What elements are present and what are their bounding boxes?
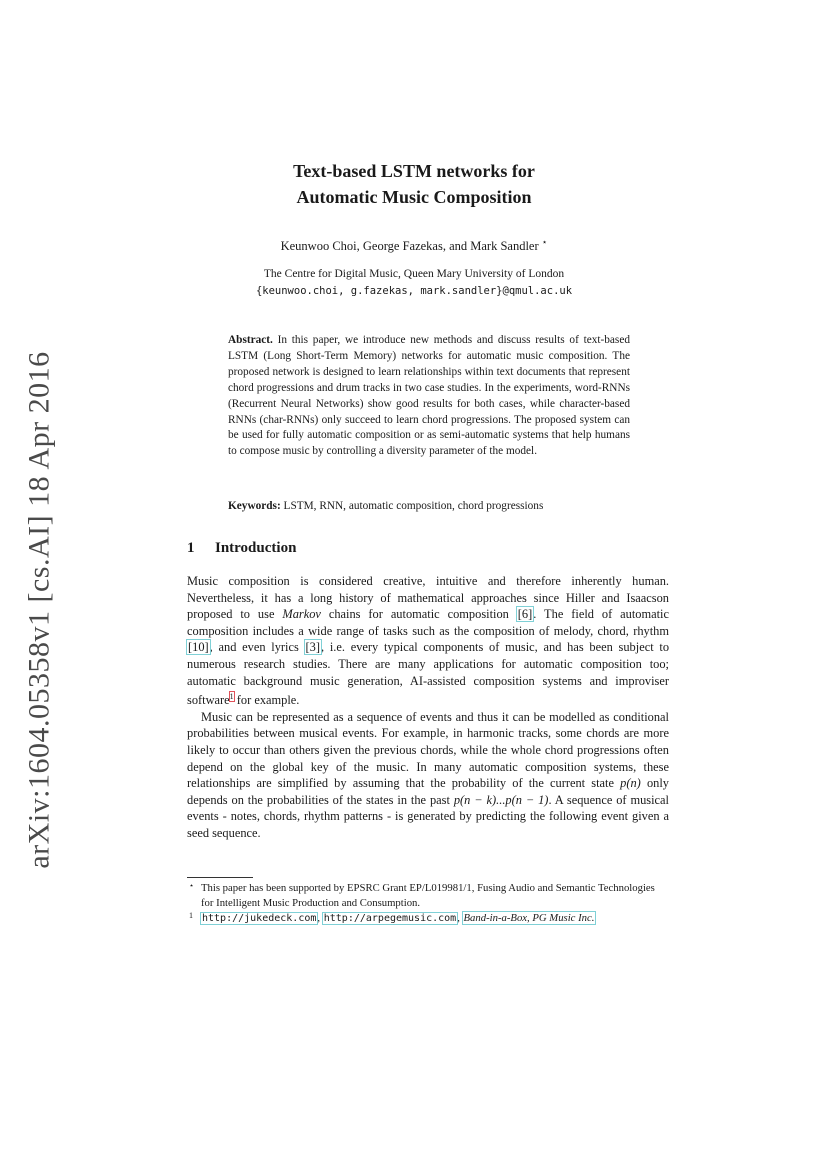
p1-text-d: , and even lyrics [209, 640, 305, 655]
footnotes [187, 881, 669, 926]
paragraph-1 [187, 573, 669, 709]
citation-6-link[interactable]: [6] [517, 607, 533, 622]
citation-3-link[interactable]: [3] [305, 640, 320, 655]
paragraph-2 [187, 709, 669, 842]
band-in-a-box-text: Band-in-a-Box, PG Music Inc. [463, 912, 595, 924]
p1-text-b: chains for automatic composition [320, 607, 517, 622]
footnote-divider [187, 877, 253, 878]
section-body [187, 573, 669, 842]
p2-text-b: only depends on the probabilities of the states in the past [187, 776, 669, 807]
p2-math-pnk: p(n − k)...p(n − 1) [453, 792, 549, 807]
band-in-a-box-link[interactable] [463, 912, 596, 924]
p1-text-f: for example. [233, 693, 300, 708]
arxiv-side-stamp [18, 351, 62, 869]
footnote-1 [187, 911, 669, 926]
footnote-star-text: This paper has been supported by EPSRC Grant EP/L019981/1, Fusing Audio and Semantic Technologies for Intelligent Music Production and Consumption. [201, 882, 655, 909]
arxiv-identifier: arXiv:1604.05358v1 [cs.AI] 18 Apr 2016 [23, 351, 56, 869]
footnote-1-sep-2: , [457, 912, 463, 924]
title-line-2: Automatic Music Composition [296, 187, 532, 207]
footnote-star-mark: ⋆ [189, 881, 195, 890]
keywords [228, 498, 648, 514]
affiliation: The Centre for Digital Music, Queen Mary University of London [263, 268, 565, 280]
author-names: Keunwoo Choi, George Fazekas, and Mark Sandler [280, 239, 539, 254]
title-line-1: Text-based LSTM networks for [293, 161, 535, 181]
p1-text-e: , i.e. every typical components of music, and has been subject to numerous research studies. There are many applications for automatic composition too; automatic background music generation, AI-assisted composition systems and improviser software [187, 640, 670, 708]
footnote-1-mark: 1 [189, 911, 193, 920]
author-footnote-mark[interactable]: ⋆ [541, 237, 548, 247]
section-title: Introduction [215, 540, 297, 556]
author-list [0, 237, 828, 254]
paper-title [0, 158, 828, 210]
author-emails: {keunwoo.choi, g.fazekas, mark.sandler}@qmul.ac.uk [255, 285, 573, 297]
abstract-text: In this paper, we introduce new methods and discuss results of text-based LSTM (Long Short-Term Memory) networks for automatic music composition. The proposed network is designed to learn relationships within text documents that represent chord progressions and drum tracks in two case studies. In the experiments, word-RNNs (Recurrent Neural Networks) show good results for both cases, while character-based RNNs (char-RNNs) only succeed to learn chord progressions. The proposed system can be used for fully automatic composition or as semi-automatic systems that help humans to compose music by controlling a diversity parameter of the model. [228, 334, 630, 458]
p1-text-a: Music composition is considered creative, intuitive and therefore inherently human. Nevertheless, it has a long history of mathematical approaches since Hiller and Isaacson proposed to use [187, 574, 669, 622]
p2-text-a: Music can be represented as a sequence of events and thus it can be modelled as conditional probabilities between musical events. For example, in harmonic tracks, some chords are more likely to occur than others given the previous chords, while the whole chord progressions often depend on the global key of the music. In many automatic composition systems, these relationships are simplified by assuming that the probability of the current state [187, 709, 669, 791]
p1-text-c: . The field of automatic composition includes a wide range of tasks such as the composition of melody, chord, rhythm [187, 607, 669, 638]
jukedeck-link[interactable]: http://jukedeck.com [202, 913, 317, 924]
arpegemusic-link[interactable]: http://arpegemusic.com [323, 913, 457, 924]
footnote-1-link[interactable]: 1 [229, 692, 234, 702]
keywords-text: LSTM, RNN, automatic composition, chord progressions [283, 500, 544, 512]
section-heading [187, 540, 296, 557]
abstract [228, 333, 630, 460]
citation-10-link[interactable]: [10] [188, 640, 209, 655]
p2-math-pn: p(n) [620, 776, 641, 791]
footnote-star [187, 881, 669, 911]
p1-markov: Markov [282, 607, 321, 622]
section-number: 1 [187, 540, 195, 556]
keywords-label: Keywords: [228, 500, 281, 512]
abstract-label: Abstract. [228, 334, 273, 346]
affiliation-block [0, 266, 828, 300]
footnote-1-sep-1: , [317, 912, 323, 924]
p2-text-c: . A sequence of musical events - notes, chords, rhythm patterns - is generated by predicting the following event given a seed sequence. [187, 792, 669, 841]
